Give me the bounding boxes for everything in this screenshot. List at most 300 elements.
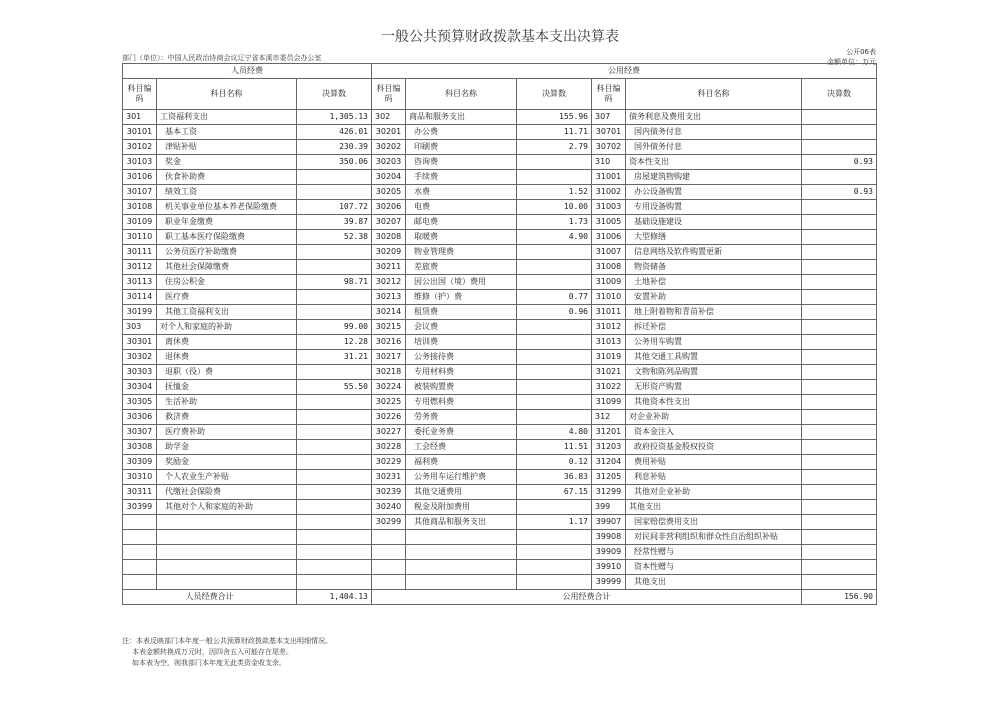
subject-code: 303	[123, 320, 157, 335]
subject-name: 大型修缮	[626, 230, 802, 245]
subject-code: 31022	[592, 380, 626, 395]
subject-code: 31011	[592, 305, 626, 320]
subject-name: 救济费	[157, 410, 297, 425]
table-row	[123, 125, 877, 140]
subject-code: 30203	[372, 155, 406, 170]
header-name: 科目名称	[626, 79, 802, 110]
amount	[297, 515, 372, 530]
unit-label: 金额单位：万元	[827, 58, 876, 66]
amount: 10.00	[517, 200, 592, 215]
amount	[802, 455, 877, 470]
amount: 230.39	[297, 140, 372, 155]
table-row	[123, 245, 877, 260]
subject-code: 30305	[123, 395, 157, 410]
subject-code: 30306	[123, 410, 157, 425]
amount	[802, 470, 877, 485]
subject-code: 31204	[592, 455, 626, 470]
subject-code: 30399	[123, 500, 157, 515]
subject-name	[157, 575, 297, 590]
subject-name: 资本性赠与	[626, 560, 802, 575]
subject-code	[372, 575, 406, 590]
subject-name: 办公设备购置	[626, 185, 802, 200]
subject-name: 其他交通工具购置	[626, 350, 802, 365]
amount	[517, 245, 592, 260]
subject-name: 咨询费	[406, 155, 517, 170]
subject-code: 39908	[592, 530, 626, 545]
table-row	[123, 515, 877, 530]
amount: 55.50	[297, 380, 372, 395]
subject-name: 拆迁补偿	[626, 320, 802, 335]
table-row	[123, 455, 877, 470]
subject-name: 办公费	[406, 125, 517, 140]
amount	[517, 350, 592, 365]
subject-code	[123, 515, 157, 530]
amount	[297, 170, 372, 185]
amount	[802, 560, 877, 575]
subject-code: 30208	[372, 230, 406, 245]
amount	[297, 365, 372, 380]
table-row	[123, 170, 877, 185]
subject-code: 30214	[372, 305, 406, 320]
subject-name: 培训费	[406, 335, 517, 350]
subject-code: 31007	[592, 245, 626, 260]
amount	[517, 500, 592, 515]
amount	[297, 470, 372, 485]
amount: 426.01	[297, 125, 372, 140]
table-row	[123, 140, 877, 155]
subject-code: 30702	[592, 140, 626, 155]
table-row	[123, 230, 877, 245]
amount	[802, 545, 877, 560]
section-personnel: 人员经费	[123, 64, 372, 79]
header-name: 科目名称	[157, 79, 297, 110]
subject-name: 医疗费补助	[157, 425, 297, 440]
amount	[802, 485, 877, 500]
subject-name: 其他资本性支出	[626, 395, 802, 410]
amount	[297, 260, 372, 275]
subject-name: 地上附着物和青苗补偿	[626, 305, 802, 320]
amount	[802, 170, 877, 185]
subject-name: 房屋建筑物购建	[626, 170, 802, 185]
subject-code: 30302	[123, 350, 157, 365]
amount	[802, 290, 877, 305]
amount: 36.83	[517, 470, 592, 485]
subject-code	[123, 575, 157, 590]
subject-code: 31013	[592, 335, 626, 350]
subject-code: 31203	[592, 440, 626, 455]
amount: 350.06	[297, 155, 372, 170]
subject-name: 基础设施建设	[626, 215, 802, 230]
amount	[802, 380, 877, 395]
amount	[802, 305, 877, 320]
subject-code: 30217	[372, 350, 406, 365]
amount	[517, 395, 592, 410]
subject-code: 31299	[592, 485, 626, 500]
amount	[517, 575, 592, 590]
subject-name: 福利费	[406, 455, 517, 470]
amount: 4.80	[517, 425, 592, 440]
table-row	[123, 575, 877, 590]
subject-name: 其他对个人和家庭的补助	[157, 500, 297, 515]
amount: 1.52	[517, 185, 592, 200]
subject-code: 30213	[372, 290, 406, 305]
subject-name: 手续费	[406, 170, 517, 185]
amount	[802, 110, 877, 125]
amount: 0.93	[802, 185, 877, 200]
amount: 31.21	[297, 350, 372, 365]
amount	[297, 305, 372, 320]
note-line: 本表金额转换成万元时，因四舍五入可能存在尾差。	[132, 648, 293, 656]
amount: 2.79	[517, 140, 592, 155]
table-row	[123, 545, 877, 560]
amount	[517, 170, 592, 185]
subject-name: 邮电费	[406, 215, 517, 230]
subject-code: 30206	[372, 200, 406, 215]
subject-name: 会议费	[406, 320, 517, 335]
subject-code: 30301	[123, 335, 157, 350]
amount	[802, 215, 877, 230]
subject-code: 30216	[372, 335, 406, 350]
amount	[517, 320, 592, 335]
subject-name: 公务员医疗补助缴费	[157, 245, 297, 260]
subject-name: 工资福利支出	[157, 110, 297, 125]
department-label: 部门（单位）：中国人民政治协商会议辽宁省本溪市委员会办公室	[122, 54, 322, 62]
subject-name: 公务用车购置	[626, 335, 802, 350]
table-row	[123, 395, 877, 410]
header-code: 科目编码	[592, 79, 626, 110]
subject-name: 退休费	[157, 350, 297, 365]
header-amount: 决算数	[297, 79, 372, 110]
subject-code: 39999	[592, 575, 626, 590]
amount	[802, 245, 877, 260]
subject-name: 电费	[406, 200, 517, 215]
amount	[802, 410, 877, 425]
amount	[297, 185, 372, 200]
subject-code: 30211	[372, 260, 406, 275]
amount	[517, 260, 592, 275]
subject-name: 安置补助	[626, 290, 802, 305]
subject-name: 代缴社会保险费	[157, 485, 297, 500]
subject-code	[123, 545, 157, 560]
subject-code: 30110	[123, 230, 157, 245]
subject-name: 商品和服务支出	[406, 110, 517, 125]
amount: 52.38	[297, 230, 372, 245]
subject-name: 劳务费	[406, 410, 517, 425]
subject-code: 30212	[372, 275, 406, 290]
subject-name: 其他商品和服务支出	[406, 515, 517, 530]
subject-name: 生活补助	[157, 395, 297, 410]
subject-name: 对民间非营利组织和群众性自治组织补贴	[626, 530, 802, 545]
subject-name: 信息网络及软件购置更新	[626, 245, 802, 260]
subject-name: 个人农业生产补贴	[157, 470, 297, 485]
subject-name: 国家赔偿费用支出	[626, 515, 802, 530]
subject-name: 物业管理费	[406, 245, 517, 260]
amount	[517, 380, 592, 395]
footnotes	[122, 636, 332, 669]
subject-code: 30239	[372, 485, 406, 500]
report-title: 一般公共预算财政拨款基本支出决算表	[381, 29, 619, 45]
table-row	[123, 380, 877, 395]
amount: 0.93	[802, 155, 877, 170]
subject-code: 30226	[372, 410, 406, 425]
subject-code: 30311	[123, 485, 157, 500]
subject-code: 30112	[123, 260, 157, 275]
amount: 0.96	[517, 305, 592, 320]
subject-name: 土地补偿	[626, 275, 802, 290]
amount	[802, 320, 877, 335]
amount: 99.00	[297, 320, 372, 335]
subject-code: 30304	[123, 380, 157, 395]
table-row	[123, 470, 877, 485]
subject-name: 对企业补助	[626, 410, 802, 425]
subject-name: 津贴补贴	[157, 140, 297, 155]
subject-name: 国外债务付息	[626, 140, 802, 155]
subject-name: 经常性赠与	[626, 545, 802, 560]
amount: 155.96	[517, 110, 592, 125]
subject-code: 30299	[372, 515, 406, 530]
subject-code: 31005	[592, 215, 626, 230]
subject-name: 绩效工资	[157, 185, 297, 200]
subject-code: 399	[592, 500, 626, 515]
amount	[517, 155, 592, 170]
table-row	[123, 305, 877, 320]
amount: 1.73	[517, 215, 592, 230]
table-row	[123, 215, 877, 230]
subject-name: 伙食补助费	[157, 170, 297, 185]
amount	[802, 125, 877, 140]
amount	[517, 365, 592, 380]
subject-name: 文物和陈列品购置	[626, 365, 802, 380]
subject-code: 30310	[123, 470, 157, 485]
subject-name: 工会经费	[406, 440, 517, 455]
amount: 0.12	[517, 455, 592, 470]
amount	[802, 350, 877, 365]
table-row	[123, 530, 877, 545]
subject-name	[157, 545, 297, 560]
subject-code: 30231	[372, 470, 406, 485]
subject-name: 其他工资福利支出	[157, 305, 297, 320]
subject-code: 31021	[592, 365, 626, 380]
table-row	[123, 260, 877, 275]
table-row	[123, 320, 877, 335]
amount: 39.87	[297, 215, 372, 230]
amount	[297, 425, 372, 440]
subject-name: 奖励金	[157, 455, 297, 470]
subject-code: 31001	[592, 170, 626, 185]
amount: 0.77	[517, 290, 592, 305]
subject-code: 31003	[592, 200, 626, 215]
subject-code: 302	[372, 110, 406, 125]
table-row	[123, 185, 877, 200]
subject-name: 物资储备	[626, 260, 802, 275]
subject-name: 专用燃料费	[406, 395, 517, 410]
amount	[802, 530, 877, 545]
subject-code: 31205	[592, 470, 626, 485]
subject-code: 307	[592, 110, 626, 125]
amount	[297, 530, 372, 545]
subject-code: 301	[123, 110, 157, 125]
header-code: 科目编码	[372, 79, 406, 110]
amount: 67.15	[517, 485, 592, 500]
subject-code: 30240	[372, 500, 406, 515]
subject-code: 39907	[592, 515, 626, 530]
subject-code: 30303	[123, 365, 157, 380]
amount	[297, 245, 372, 260]
subject-name: 维修（护）费	[406, 290, 517, 305]
subject-code: 30199	[123, 305, 157, 320]
amount: 12.28	[297, 335, 372, 350]
subject-code: 30204	[372, 170, 406, 185]
table-row	[123, 290, 877, 305]
amount	[802, 200, 877, 215]
subject-name	[406, 560, 517, 575]
subject-name: 专用材料费	[406, 365, 517, 380]
subject-code: 30229	[372, 455, 406, 470]
amount	[802, 140, 877, 155]
subject-name: 其他交通费用	[406, 485, 517, 500]
header-name: 科目名称	[406, 79, 517, 110]
table-row	[123, 485, 877, 500]
subject-name: 差旅费	[406, 260, 517, 275]
subject-code: 30109	[123, 215, 157, 230]
subject-code: 312	[592, 410, 626, 425]
personnel-total-label: 人员经费合计	[123, 590, 297, 605]
subject-code: 30227	[372, 425, 406, 440]
header-amount: 决算数	[517, 79, 592, 110]
subject-name: 租赁费	[406, 305, 517, 320]
form-number: 公开06表	[846, 48, 876, 56]
subject-name: 奖金	[157, 155, 297, 170]
subject-name: 资本金注入	[626, 425, 802, 440]
amount	[802, 515, 877, 530]
amount: 1.17	[517, 515, 592, 530]
amount	[802, 275, 877, 290]
subject-code: 30205	[372, 185, 406, 200]
subject-name: 住房公积金	[157, 275, 297, 290]
table-row	[123, 350, 877, 365]
subject-name: 取暖费	[406, 230, 517, 245]
subject-name: 职业年金缴费	[157, 215, 297, 230]
subject-code: 31009	[592, 275, 626, 290]
subject-name: 因公出国（境）费用	[406, 275, 517, 290]
table-row	[123, 365, 877, 380]
subject-name: 债务利息及费用支出	[626, 110, 802, 125]
subject-name: 公务用车运行维护费	[406, 470, 517, 485]
subject-name: 其他支出	[626, 575, 802, 590]
amount	[297, 440, 372, 455]
subject-name: 税金及附加费用	[406, 500, 517, 515]
subject-code: 30225	[372, 395, 406, 410]
subject-name: 水费	[406, 185, 517, 200]
subject-name: 资本性支出	[626, 155, 802, 170]
subject-code: 30113	[123, 275, 157, 290]
subject-name: 利息补贴	[626, 470, 802, 485]
amount: 11.51	[517, 440, 592, 455]
subject-name: 医疗费	[157, 290, 297, 305]
amount	[517, 335, 592, 350]
section-public: 公用经费	[372, 64, 877, 79]
subject-code: 30114	[123, 290, 157, 305]
table-row	[123, 335, 877, 350]
amount: 1,305.13	[297, 110, 372, 125]
amount	[517, 530, 592, 545]
subject-name	[406, 575, 517, 590]
subject-name: 印刷费	[406, 140, 517, 155]
amount	[517, 275, 592, 290]
table-row	[123, 275, 877, 290]
table-row	[123, 110, 877, 125]
subject-code: 30215	[372, 320, 406, 335]
subject-name: 政府投资基金股权投资	[626, 440, 802, 455]
table-row	[123, 155, 877, 170]
note-line: 如本表为空，则我部门本年度无此类资金收支余。	[132, 659, 286, 667]
subject-code: 39909	[592, 545, 626, 560]
table-row	[123, 410, 877, 425]
subject-code: 31010	[592, 290, 626, 305]
amount: 107.72	[297, 200, 372, 215]
subject-name: 被装购置费	[406, 380, 517, 395]
amount	[802, 335, 877, 350]
subject-name: 抚恤金	[157, 380, 297, 395]
amount	[802, 260, 877, 275]
amount	[802, 365, 877, 380]
subject-code: 31008	[592, 260, 626, 275]
subject-name: 其他支出	[626, 500, 802, 515]
subject-name	[157, 515, 297, 530]
amount	[297, 455, 372, 470]
subject-code: 30106	[123, 170, 157, 185]
header-amount: 决算数	[802, 79, 877, 110]
subject-code: 30101	[123, 125, 157, 140]
subject-code: 30308	[123, 440, 157, 455]
amount	[802, 395, 877, 410]
subject-code: 30201	[372, 125, 406, 140]
subject-name: 费用补贴	[626, 455, 802, 470]
subject-code: 30209	[372, 245, 406, 260]
table-row	[123, 200, 877, 215]
subject-code	[123, 560, 157, 575]
subject-code: 39910	[592, 560, 626, 575]
amount	[517, 410, 592, 425]
subject-name: 国内债务付息	[626, 125, 802, 140]
amount: 11.71	[517, 125, 592, 140]
subject-code: 30307	[123, 425, 157, 440]
amount	[802, 440, 877, 455]
amount	[517, 560, 592, 575]
subject-name: 离休费	[157, 335, 297, 350]
subject-code: 31019	[592, 350, 626, 365]
subject-code: 310	[592, 155, 626, 170]
subject-name	[406, 530, 517, 545]
subject-code	[372, 545, 406, 560]
subject-name: 委托业务费	[406, 425, 517, 440]
subject-code	[372, 560, 406, 575]
amount	[297, 575, 372, 590]
amount	[297, 485, 372, 500]
subject-code: 30228	[372, 440, 406, 455]
public-total-label: 公用经费合计	[372, 590, 802, 605]
subject-code: 31002	[592, 185, 626, 200]
subject-name: 其他对企业补助	[626, 485, 802, 500]
subject-code: 30108	[123, 200, 157, 215]
expenditure-table	[122, 63, 877, 605]
subject-name: 基本工资	[157, 125, 297, 140]
subject-code: 31012	[592, 320, 626, 335]
amount	[297, 545, 372, 560]
subject-name: 公务接待费	[406, 350, 517, 365]
subject-name	[157, 530, 297, 545]
amount	[802, 575, 877, 590]
